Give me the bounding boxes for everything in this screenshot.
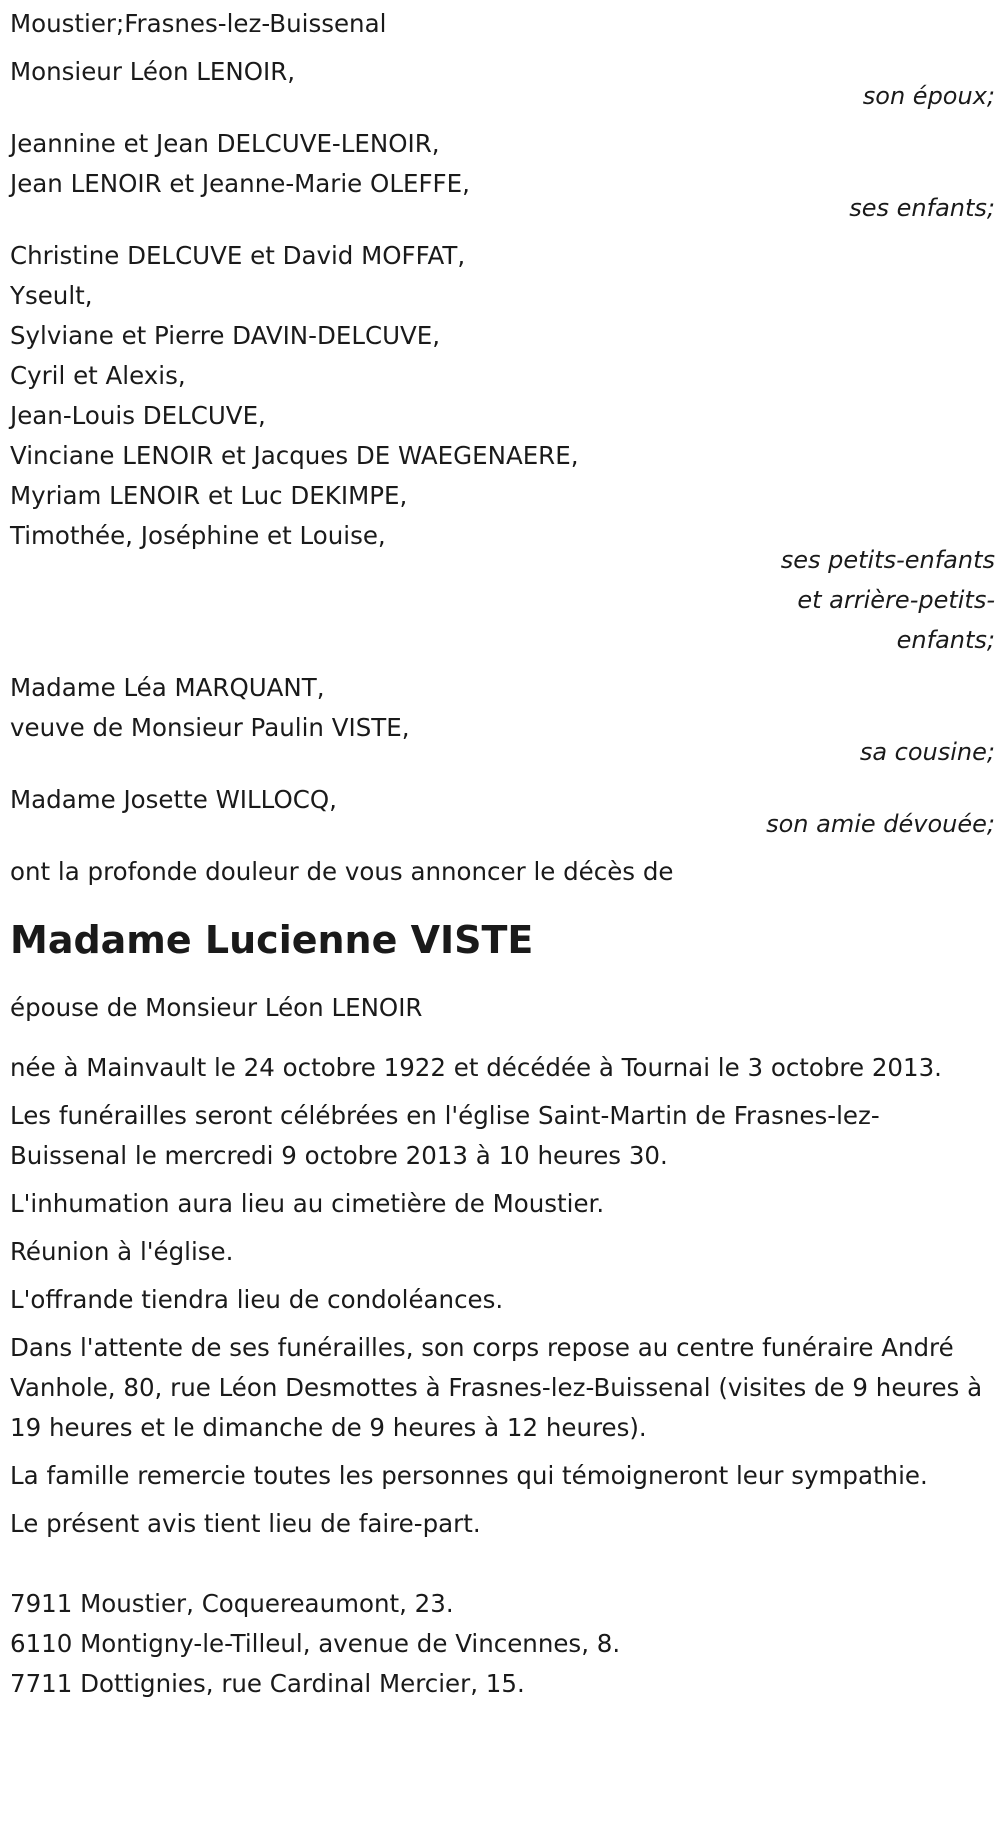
family-role: ses enfants; [849,194,995,222]
family-name-line: Yseult, [10,281,93,310]
family-name-line: Jeannine et Jean DELCUVE-LENOIR, [10,129,440,158]
family-role: sa cousine; [859,738,995,766]
family-group-friend [10,780,995,844]
visitation-paragraph: Dans l'attente de ses funérailles, son corps repose au centre funéraire André Vanhole, 80, rue Léon Desmottes à Frasnes-lez-Buissenal (visites de 9 heures à 19 heures et le dimanche de 9 heures à 12 heures). [10,1333,983,1442]
family-name-line: Madame Josette WILLOCQ, [10,785,337,814]
deceased-name: Madame Lucienne VISTE [10,918,534,962]
address-line: 6110 Montigny-le-Tilleul, avenue de Vincennes, 8. [10,1629,621,1658]
family-name-line: Sylviane et Pierre DAVIN-DELCUVE, [10,321,441,350]
family-name-line: Myriam LENOIR et Luc DEKIMPE, [10,481,408,510]
family-group-cousin [10,668,995,772]
family-name-line: veuve de Monsieur Paulin VISTE, [10,713,410,742]
family-role: son amie dévouée; [766,810,995,838]
address-list [10,1584,995,1704]
address-line: 7711 Dottignies, rue Cardinal Mercier, 15. [10,1669,525,1698]
family-role: et arrière-petits- [797,586,995,614]
family-name-line: Vinciane LENOIR et Jacques DE WAEGENAERE, [10,441,579,470]
deceased-spouse: épouse de Monsieur Léon LENOIR [10,993,423,1022]
announcement-text: ont la profonde douleur de vous annoncer le décès de [10,857,674,886]
header-places: Moustier;Frasnes-lez-Buissenal [10,9,387,38]
thanks-paragraph: La famille remercie toutes les personnes qui témoigneront leur sympathie. [10,1461,928,1490]
family-name-line: Madame Léa MARQUANT, [10,673,325,702]
family-name-line: Jean LENOIR et Jeanne-Marie OLEFFE, [10,169,470,198]
obituary-notice [10,0,995,1704]
family-name-line: Jean-Louis DELCUVE, [10,401,266,430]
birth-death-paragraph: née à Mainvault le 24 octobre 1922 et décédée à Tournai le 3 octobre 2013. [10,1053,942,1082]
family-name-line: Timothée, Joséphine et Louise, [10,521,386,550]
family-name-line: Cyril et Alexis, [10,361,186,390]
offering-paragraph: L'offrande tiendra lieu de condoléances. [10,1285,504,1314]
family-name-line: Christine DELCUVE et David MOFFAT, [10,241,466,270]
meeting-paragraph: Réunion à l'église. [10,1237,234,1266]
family-role: ses petits-enfants [780,546,995,574]
family-group-children [10,124,995,228]
notice-paragraph: Le présent avis tient lieu de faire-part. [10,1509,481,1538]
family-group-spouse [10,52,995,116]
family-name-line: Monsieur Léon LENOIR, [10,57,296,86]
family-role: son époux; [862,82,995,110]
family-role: enfants; [896,626,995,654]
funeral-paragraph: Les funérailles seront célébrées en l'église Saint-Martin de Frasnes-lez-Buissenal le mercredi 9 octobre 2013 à 10 heures 30. [10,1101,880,1170]
address-line: 7911 Moustier, Coquereaumont, 23. [10,1589,454,1618]
family-group-grandchildren [10,236,995,660]
burial-paragraph: L'inhumation aura lieu au cimetière de Moustier. [10,1189,605,1218]
